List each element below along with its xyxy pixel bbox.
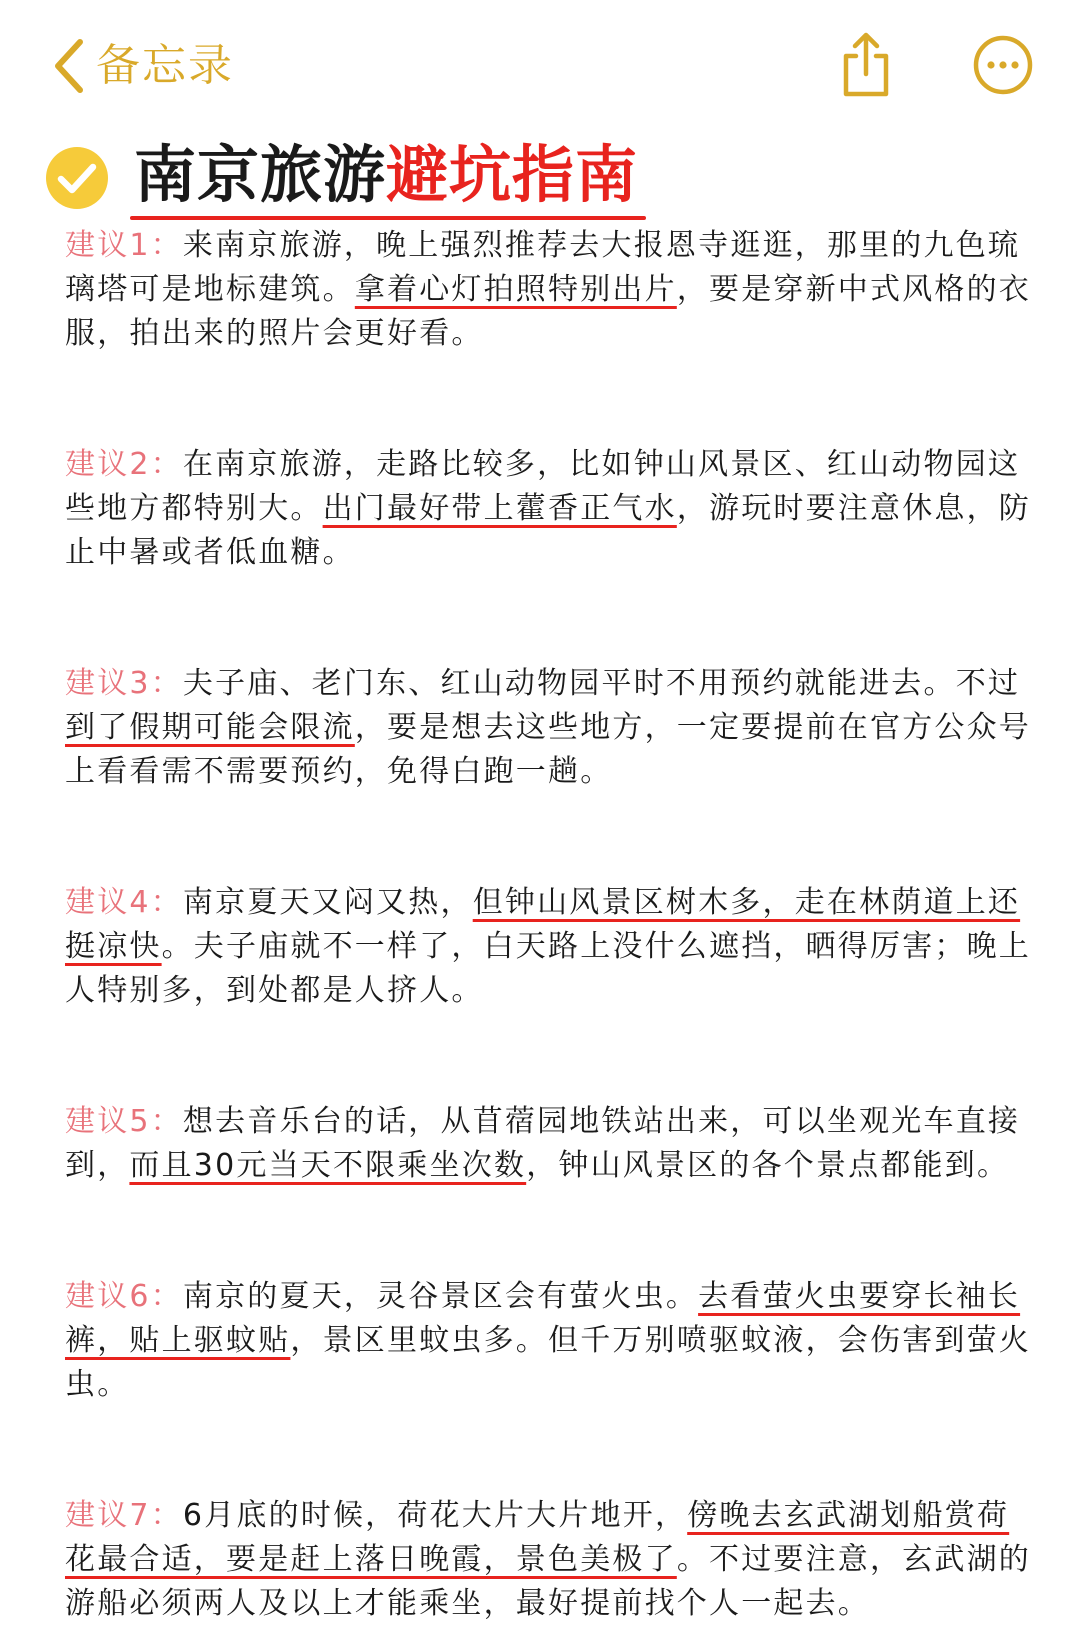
tip-text: 来南京旅游，晚上强烈推荐去大报恩寺逛逛，那里的九色琉璃塔可是地标建筑。 <box>65 228 1021 307</box>
tip-paragraph <box>65 1100 1040 1188</box>
back-button[interactable] <box>52 34 234 98</box>
tip-label: 建议4： <box>65 885 183 920</box>
tip-text: 想去音乐台的话，从苜蓿园地铁站出来，可以坐观光车直接到， <box>65 1104 1021 1183</box>
tip-text: 。不过要注意，玄武湖的游船必须两人及以上才能乘坐，最好提前找个人一起去。 <box>65 1542 1032 1621</box>
chevron-left-icon <box>52 38 86 94</box>
tip-paragraph <box>65 224 1040 356</box>
tip-text: ，钟山风景区的各个景点都能到。 <box>526 1148 1010 1183</box>
tip-paragraph <box>65 1494 1040 1626</box>
tip-text: ，要是想去这些地方，一定要提前在官方公众号上看看需不需要预约，免得白跑一趟。 <box>65 710 1032 789</box>
tip-text: 在南京旅游，走路比较多，比如钟山风景区、红山动物园这些地方都特别大。 <box>65 447 1021 526</box>
tip-paragraph <box>65 662 1040 794</box>
tip-label: 建议2： <box>65 447 183 482</box>
tip-text: ，要是穿新中式风格的衣服，拍出来的照片会更好看。 <box>65 272 1032 351</box>
note-body[interactable] <box>65 224 1040 1626</box>
tip-text: 夫子庙、老门东、红山动物园平时不用预约就能进去。不过 <box>182 666 1021 701</box>
nav-bar <box>0 0 1080 130</box>
note-title-row <box>44 136 638 220</box>
title-underline <box>130 216 646 220</box>
tip-highlight: 傍晚去玄武湖划船赏荷花最合适，要是赶上落日晚霞，景色美极了 <box>65 1498 1010 1577</box>
title-accent: 避坑指南 <box>386 138 639 211</box>
tip-label: 建议5： <box>65 1104 183 1139</box>
tip-highlight: 出门最好带上藿香正气水 <box>322 491 677 526</box>
back-label: 备忘录 <box>96 40 234 91</box>
tip-text: ，景区里蚊虫多。但千万别喷驱蚊液，会伤害到萤火虫。 <box>65 1323 1032 1402</box>
tip-text: 6月底的时候，荷花大片大片地开， <box>182 1498 688 1533</box>
tip-highlight: 去看萤火虫要穿长袖长裤，贴上驱蚊贴 <box>65 1279 1021 1358</box>
tip-highlight: 拿着心灯拍照特别出片 <box>354 272 677 307</box>
tip-text: ，游玩时要注意休息，防止中暑或者低血糖。 <box>65 491 1032 570</box>
tip-label: 建议6： <box>65 1279 183 1314</box>
share-button[interactable] <box>836 30 896 100</box>
tip-paragraph <box>65 1275 1040 1407</box>
more-icon <box>972 34 1034 96</box>
tip-text: 。夫子庙就不一样了，白天路上没什么遮挡，晒得厉害；晚上人特别多，到处都是人挤人。 <box>65 929 1032 1008</box>
tip-highlight: 而且30元当天不限乘坐次数 <box>129 1148 527 1183</box>
note-title <box>134 136 638 220</box>
tip-text: 南京夏天又闷又热， <box>182 885 473 920</box>
tip-label: 建议7： <box>65 1498 183 1533</box>
more-button[interactable] <box>972 34 1034 96</box>
check-circle-icon <box>44 145 110 211</box>
tip-highlight: 但钟山风景区树木多，走在林荫道上还挺凉快 <box>65 885 1021 964</box>
tip-paragraph <box>65 881 1040 1013</box>
share-icon <box>836 30 896 100</box>
tip-label: 建议1： <box>65 228 183 263</box>
tip-text: 南京的夏天，灵谷景区会有萤火虫。 <box>182 1279 699 1314</box>
tip-paragraph <box>65 443 1040 575</box>
title-main: 南京旅游 <box>134 138 387 211</box>
tip-label: 建议3： <box>65 666 183 701</box>
tip-highlight: 到了假期可能会限流 <box>65 710 355 745</box>
